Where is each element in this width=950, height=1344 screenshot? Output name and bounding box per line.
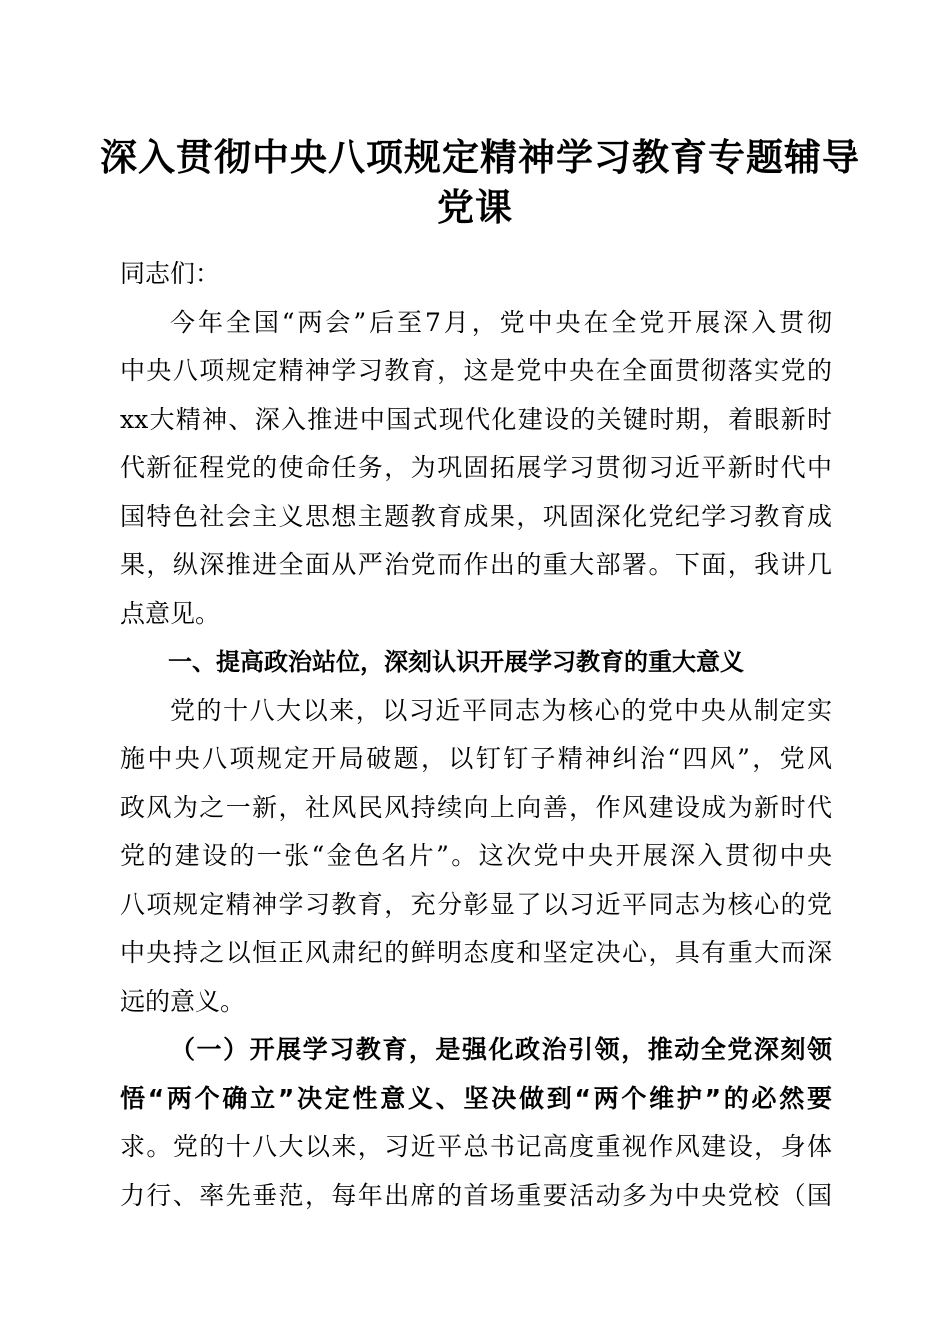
paragraph-line: 党的十八大以来，以习近平同志为核心的党中央从制定实 [170,695,832,725]
section-heading: 一、提高政治站位，深刻认识开展学习教育的重大意义 [168,648,744,676]
document-title [100,132,860,232]
paragraph-line: 中央八项规定精神学习教育，这是党中央在全面贯彻落实党的 [120,356,832,385]
paragraph-line: 国特色社会主义思想主题教育成果，巩固深化党纪学习教育成 [120,501,832,531]
intro-paragraph [120,299,832,639]
paragraph-line: 政风为之一新，社风民风持续向上向善，作风建设成为新时代 [120,792,832,822]
paragraph-line: 中央持之以恒正风肃纪的鲜明态度和坚定决心，具有重大而深 [120,938,832,967]
subpoint-paragraph [120,1026,832,1220]
paragraph-line: 点意见。 [120,598,221,628]
paragraph-line: 悟“两个确立”决定性意义、坚决做到“两个维护”的必然要 [120,1083,832,1113]
document-body [120,250,832,1220]
section-paragraph [120,687,832,1027]
title-line-1: 深入贯彻中央八项规定精神学习教育专题辅导 [100,135,860,179]
paragraph-line: 代新征程党的使命任务，为巩固拓展学习贯彻习近平新时代中 [120,453,832,482]
paragraph-line: 力行、率先垂范，每年出席的首场重要活动多为中央党校（国 [120,1180,832,1210]
paragraph-line: 今年全国“两会”后至7月，党中央在全党开展深入贯彻 [170,307,832,337]
paragraph-line: （一）开展学习教育，是强化政治引领，推动全党深刻领 [170,1035,832,1064]
title-line-2: 党课 [437,185,513,229]
paragraph-line: 果，纵深推进全面从严治党而作出的重大部署。下面，我讲几 [120,550,832,579]
paragraph-line: 求。党的十八大以来，习近平总书记高度重视作风建设，身体 [120,1132,832,1161]
salutation: 同志们： [120,259,221,288]
paragraph-line: 远的意义。 [120,986,246,1016]
paragraph-line: xx大精神、深入推进中国式现代化建设的关键时期，着眼新时 [120,404,832,434]
paragraph-line: 施中央八项规定开局破题，以钉钉子精神纠治“四风”，党风 [120,744,832,773]
paragraph-line: 八项规定精神学习教育，充分彰显了以习近平同志为核心的党 [120,889,832,919]
paragraph-line: 党的建设的一张“金色名片”。这次党中央开展深入贯彻中央 [120,841,832,870]
